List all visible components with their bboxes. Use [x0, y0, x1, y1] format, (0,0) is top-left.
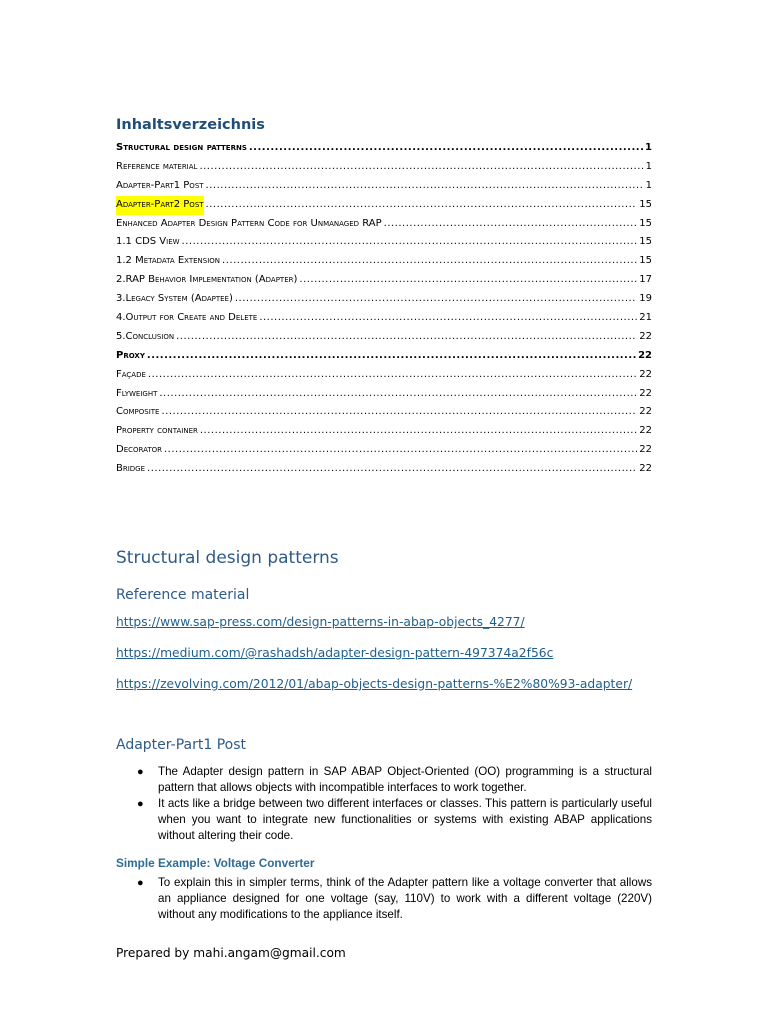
toc-entry[interactable] — [116, 328, 652, 347]
toc-entry-text: Decorator — [116, 444, 162, 456]
toc-entry-text: Property container — [116, 425, 198, 437]
toc-leader-dots — [222, 252, 637, 271]
bullet-icon: ● — [137, 877, 144, 889]
toc-leader-dots — [161, 403, 637, 422]
toc-entry[interactable] — [116, 422, 652, 441]
toc-leader-dots — [206, 177, 644, 196]
toc-entry-page: 1 — [645, 179, 652, 191]
toc-entry[interactable] — [116, 290, 652, 309]
toc-entry-page: 19 — [639, 293, 652, 305]
toc-entry-text: 1.2 Metadata Extension — [116, 255, 221, 267]
toc-entry[interactable] — [116, 252, 652, 271]
bullet-text: The Adapter design pattern in SAP ABAP Object-Oriented (OO) programming is a structural pattern that allows objects with incompatible interfaces to work together. — [158, 765, 652, 794]
toc-entry[interactable] — [116, 403, 652, 422]
toc-entry-text: Composite — [116, 406, 160, 418]
toc-entry-page: 22 — [638, 349, 652, 361]
list-item — [116, 875, 652, 923]
toc-entry-page: 22 — [639, 463, 652, 475]
toc-entry-text: Reference material — [116, 160, 198, 172]
toc-entry-page: 17 — [639, 274, 652, 286]
toc-entry[interactable] — [116, 460, 652, 479]
toc-entry-page: 22 — [639, 406, 652, 418]
toc-entry[interactable] — [116, 139, 652, 158]
toc-entry[interactable] — [116, 158, 652, 177]
toc-entry-text: Bridge — [116, 463, 146, 475]
toc-leader-dots — [299, 271, 637, 290]
example-heading: Simple Example: Voltage Converter — [116, 856, 315, 870]
adapter-part1-heading: Adapter-Part1 Post — [116, 737, 246, 753]
toc-entry-text: 4.Output for Create and Delete — [116, 312, 258, 324]
toc-entry-text: Enhanced Adapter Design Pattern Code for Unmanaged RAP — [116, 217, 382, 229]
toc-entry[interactable] — [116, 309, 652, 328]
toc-entry-text: 5.Conclusion — [116, 330, 175, 342]
adapter-bullet-list — [116, 764, 652, 844]
list-item — [116, 764, 652, 796]
toc-entry-text: Façade — [116, 368, 146, 380]
toc-entry-page: 22 — [639, 425, 652, 437]
toc-entry-page: 1 — [645, 160, 652, 172]
toc-entry[interactable] — [116, 347, 652, 366]
toc-entry-text: Structural design patterns — [116, 142, 247, 153]
toc-entry-text: 1.1 CDS View — [116, 236, 180, 248]
toc-leader-dots — [384, 215, 638, 234]
reference-link[interactable]: https://medium.com/@rashadsh/adapter-design-pattern-497374a2f56c — [116, 646, 554, 660]
toc-leader-dots — [200, 422, 637, 441]
toc-entry-page: 22 — [639, 387, 652, 399]
bullet-text: To explain this in simpler terms, think of the Adapter pattern like a voltage converter that allows an appliance designed for one voltage (say, 110V) to work with a different voltage (220V) without any modifications to the appliance itself. — [158, 876, 652, 921]
toc-entry[interactable] — [116, 271, 652, 290]
toc-entry-page: 15 — [639, 198, 652, 210]
bullet-icon: ● — [137, 798, 144, 810]
toc-entry[interactable] — [116, 233, 652, 252]
toc-leader-dots — [182, 233, 638, 252]
toc-entry-page: 15 — [639, 255, 652, 267]
toc-leader-dots — [235, 290, 637, 309]
toc-entry-page: 15 — [639, 217, 652, 229]
toc-entry-page: 22 — [639, 330, 652, 342]
table-of-contents — [116, 139, 652, 479]
toc-leader-dots — [249, 139, 643, 158]
toc-leader-dots — [176, 328, 637, 347]
toc-entry-text: Flyweight — [116, 387, 158, 399]
toc-entry-text: Adapter-Part1 Post — [116, 179, 204, 191]
toc-leader-dots — [164, 441, 637, 460]
toc-entry-text: Proxy — [116, 349, 145, 361]
toc-entry-page: 1 — [645, 142, 652, 153]
toc-entry-page: 15 — [639, 236, 652, 248]
reference-link[interactable]: https://zevolving.com/2012/01/abap-objects-design-patterns-%E2%80%93-adapter/ — [116, 677, 633, 691]
toc-entry-page: 21 — [639, 312, 652, 324]
toc-entry[interactable] — [116, 366, 652, 385]
toc-entry-page: 22 — [639, 368, 652, 380]
toc-entry-text: 2.RAP Behavior Implementation (Adapter) — [116, 274, 298, 286]
list-item — [116, 796, 652, 844]
example-bullet-list — [116, 875, 652, 923]
toc-leader-dots — [206, 196, 638, 215]
bullet-icon: ● — [137, 766, 144, 778]
footer-prepared-by: Prepared by mahi.angam@gmail.com — [116, 946, 346, 960]
toc-entry[interactable] — [116, 215, 652, 234]
toc-entry[interactable] — [116, 385, 652, 404]
toc-entry[interactable] — [116, 441, 652, 460]
toc-leader-dots — [159, 385, 637, 404]
toc-title: Inhaltsverzeichnis — [116, 117, 265, 133]
toc-leader-dots — [199, 158, 643, 177]
toc-leader-dots — [147, 460, 637, 479]
toc-entry[interactable] — [116, 196, 652, 215]
toc-leader-dots — [259, 309, 637, 328]
reference-heading: Reference material — [116, 587, 250, 603]
toc-entry-text-highlighted: Adapter-Part2 Post — [116, 196, 204, 215]
bullet-text: It acts like a bridge between two different interfaces or classes. This pattern is particularly useful when you want to integrate new functionalities or systems with existing ABAP applications without altering their code. — [158, 797, 652, 842]
section-heading: Structural design patterns — [116, 548, 339, 568]
reference-link[interactable]: https://www.sap-press.com/design-patterns-in-abap-objects_4277/ — [116, 615, 525, 629]
toc-leader-dots — [147, 347, 636, 366]
toc-entry[interactable] — [116, 177, 652, 196]
toc-entry-text: 3.Legacy System (Adaptee) — [116, 293, 233, 305]
toc-leader-dots — [148, 366, 637, 385]
toc-entry-page: 22 — [639, 444, 652, 456]
